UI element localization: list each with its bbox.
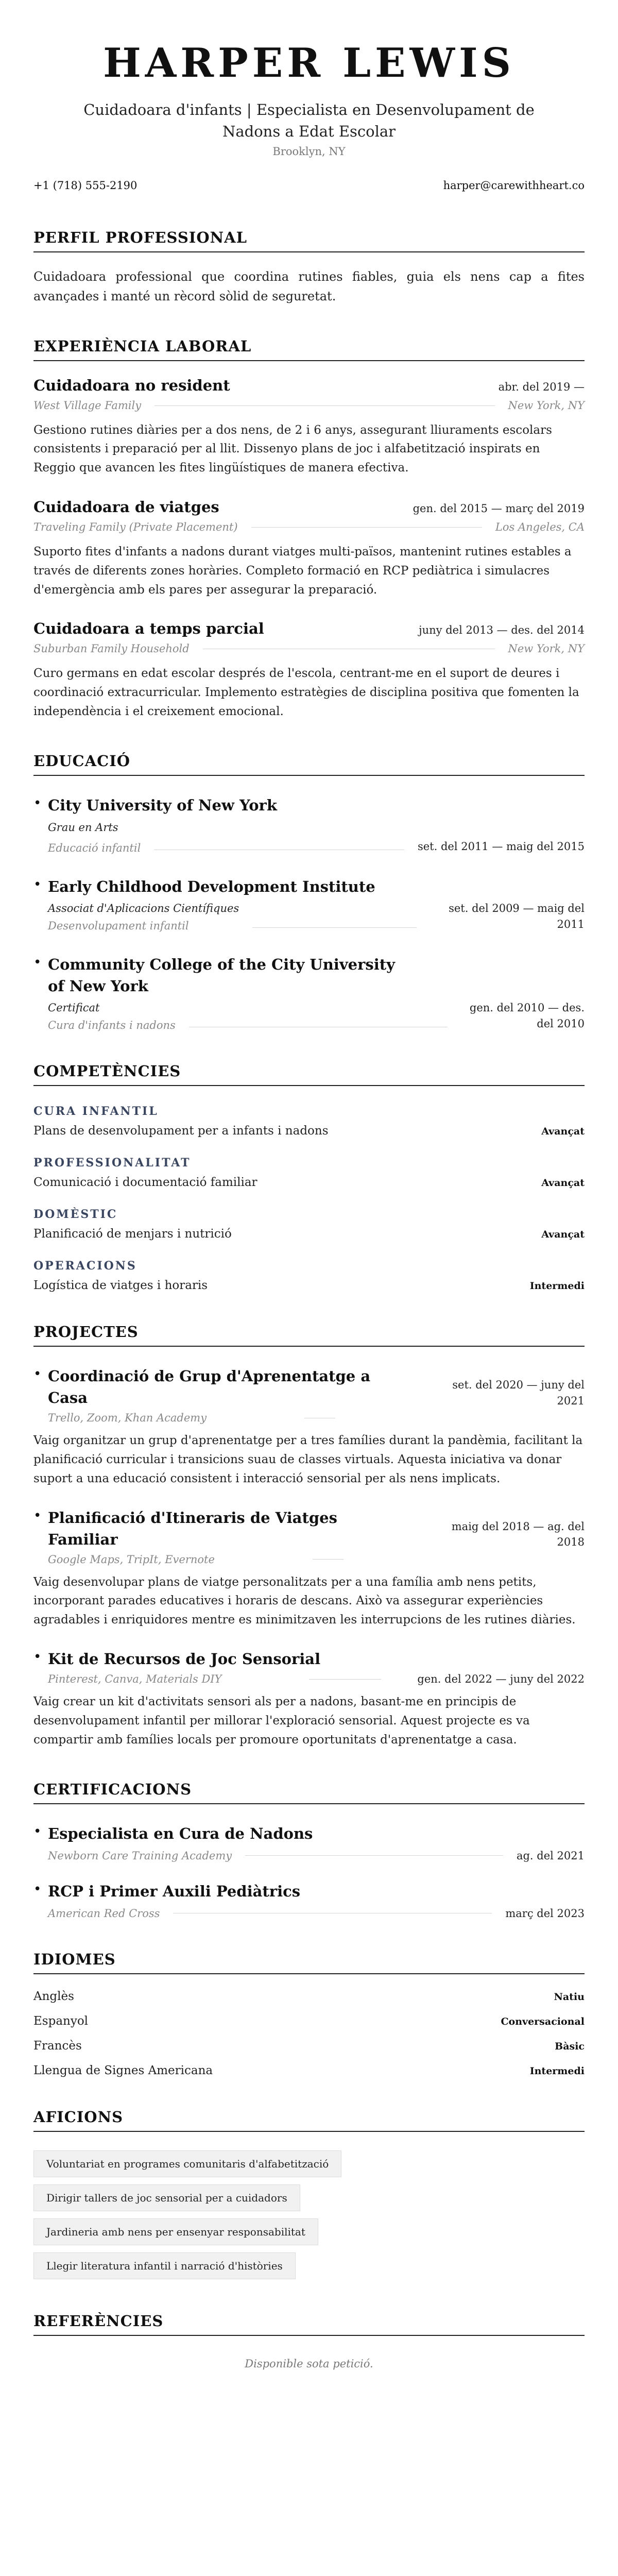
divider — [154, 405, 494, 406]
job-location: New York, NY — [508, 399, 585, 412]
certification-issuer: Newborn Care Training Academy — [48, 1849, 232, 1862]
project-dates: maig del 2018 — ag. del 2018 — [451, 1520, 585, 1549]
job-description: Gestiono rutines diàries per a dos nens, de 2 i 6 anys, assegurant lliuraments escolars consistents i preparació per al llit. Dissenyo plans de joc i alfabetització inspirats en Reggio que avancen les fites lingüístiques de manera efectiva. — [33, 423, 552, 475]
section-title-projects: PROJECTES — [33, 1323, 585, 1347]
location: Brooklyn, NY — [272, 145, 346, 158]
divider — [313, 1559, 344, 1560]
language-name: Espanyol — [33, 2014, 89, 2028]
hobby-tag: Llegir literatura infantil i narració d'històries — [33, 2252, 296, 2279]
certification-date: ag. del 2021 — [516, 1849, 585, 1862]
project-tools: Pinterest, Canva, Materials DIY — [48, 1673, 222, 1686]
institution: • Community College of the City University of New York — [48, 956, 395, 995]
resume-page — [33, 0, 585, 2370]
contact-row — [33, 179, 585, 192]
skill-category: PROFESSIONALITAT — [33, 1156, 191, 1170]
project-tools: Trello, Zoom, Khan Academy — [48, 1412, 207, 1425]
section-title-hobbies: AFICIONS — [33, 2108, 585, 2132]
certification-entry — [33, 1880, 585, 1920]
language-level: Bàsic — [555, 2040, 585, 2052]
job-description: Curo germans en edat escolar després de l'escola, centrant-me en el suport de deures i coordinació extracurricular. Implemento estratègies de disciplina positiva que fomenten la independència i el creixement emocional. — [33, 667, 579, 718]
project-entry — [33, 1507, 585, 1630]
education-entry — [33, 876, 585, 932]
certification-name: • Especialista en Cura de Nadons — [48, 1824, 313, 1842]
job-entry — [33, 620, 585, 721]
job-company: West Village Family — [33, 399, 142, 412]
skill-row — [33, 1227, 585, 1241]
section-title-skills: COMPETÈNCIES — [33, 1062, 585, 1086]
hobbies-section — [33, 2108, 585, 2279]
job-location: New York, NY — [508, 642, 585, 655]
skill-name: Comunicació i documentació familiar — [33, 1176, 258, 1190]
field-of-study: Cura d'infants i nadons — [48, 1019, 176, 1032]
divider — [251, 527, 482, 528]
education-dates: set. del 2011 — maig del 2015 — [417, 840, 585, 853]
certifications-section — [33, 1781, 585, 1920]
skills-section — [33, 1062, 585, 1292]
job-company: Suburban Family Household — [33, 642, 190, 655]
education-dates: gen. del 2010 — des. del 2010 — [469, 1002, 585, 1030]
project-name: • Planificació d'Itineraris de Viatges Familiar — [48, 1509, 337, 1548]
hobby-tag: Jardineria amb nens per ensenyar responsabilitat — [33, 2218, 318, 2245]
divider — [245, 1855, 503, 1856]
project-description: Vaig crear un kit d'activitats sensori als per a nadons, basant-me en principis de desenvolupament infantil per millorar l'exploració sensorial. Aquest projecte es va compartir amb famílies locals per promoure oportunitats d'aprenentatge a casa. — [33, 1695, 530, 1747]
references-text: Disponible sota petició. — [245, 2357, 373, 2370]
skill-category: OPERACIONS — [33, 1259, 137, 1273]
skill-row — [33, 1124, 585, 1138]
divider — [203, 648, 495, 649]
language-level: Natiu — [554, 1991, 585, 2003]
skill-name: Logística de viatges i horaris — [33, 1279, 208, 1293]
language-row — [33, 1990, 585, 2003]
section-title-languages: IDIOMES — [33, 1951, 585, 1974]
language-name: Francès — [33, 2039, 82, 2053]
job-dates: abr. del 2019 — — [498, 380, 585, 393]
job-description: Suporto fites d'infants a nadons durant viatges multi-països, mantenint rutines estables a través de diferents zones horàries. Completo formació en RCP pediàtrica i simulacres d'emergència amb els pares per assegurar la preparació. — [33, 545, 572, 597]
project-name: • Kit de Recursos de Joc Sensorial — [48, 1650, 321, 1668]
project-description: Vaig organitzar un grup d'aprenentatge per a tres famílies durant la pandèmia, facilitant la planificació curricular i transicions suau de classes virtuals. Aquesta iniciativa va donar suport a una educació consistent i interacció sensorial per als nens implicats. — [33, 1434, 583, 1485]
skill-category: CURA INFANTIL — [33, 1105, 159, 1118]
section-title-references: REFERÈNCIES — [33, 2312, 585, 2336]
languages-section — [33, 1951, 585, 2077]
skill-level: Avançat — [541, 1126, 585, 1138]
job-dates: juny del 2013 — des. del 2014 — [419, 624, 585, 637]
certification-entry — [33, 1823, 585, 1862]
skill-level: Intermedi — [529, 1280, 585, 1292]
language-name: Llengua de Signes Americana — [33, 2063, 213, 2077]
skill-name: Planificació de menjars i nutrició — [33, 1227, 232, 1241]
projects-section — [33, 1323, 585, 1749]
references-section — [33, 2312, 585, 2370]
skill-row — [33, 1176, 585, 1189]
project-name: • Coordinació de Grup d'Aprenentatge a Casa — [48, 1367, 371, 1407]
education-entry — [33, 954, 585, 1031]
hobby-tag: Dirigir tallers de joc sensorial per a cuidadors — [33, 2184, 300, 2211]
candidate-name: HARPER LEWIS — [103, 40, 515, 87]
skill-row — [33, 1279, 585, 1292]
education-dates: set. del 2009 — maig del 2011 — [449, 902, 585, 930]
certification-date: març del 2023 — [505, 1907, 585, 1920]
divider — [309, 1679, 381, 1680]
skill-level: Avançat — [541, 1177, 585, 1189]
job-title: Cuidadoara de viatges — [33, 498, 219, 516]
project-dates: set. del 2020 — juny del 2021 — [452, 1379, 585, 1407]
project-description: Vaig desenvolupar plans de viatge personalitzats per a una família amb nens petits, incorporant parades educatives i horaris de descans. Això va assegurar experiències agradables i enriquidores mentre es minimitzaven les interrupcions de les rutines diàries. — [33, 1575, 576, 1627]
job-company: Traveling Family (Private Placement) — [33, 520, 238, 533]
phone: +1 (718) 555-2190 — [33, 179, 138, 192]
language-row — [33, 2014, 585, 2028]
field-of-study: Educació infantil — [48, 842, 141, 855]
certification-issuer: American Red Cross — [48, 1907, 160, 1920]
hobby-tags — [33, 2143, 585, 2279]
project-tools: Google Maps, TripIt, Evernote — [48, 1553, 215, 1566]
job-location: Los Angeles, CA — [495, 520, 585, 533]
language-level: Conversacional — [501, 2015, 585, 2027]
job-entry — [33, 498, 585, 599]
hobby-tag: Voluntariat en programes comunitaris d'alfabetització — [33, 2150, 341, 2177]
summary-section — [33, 229, 585, 307]
headline: Cuidadoara d'infants | Especialista en Desenvolupament de Nadons a Edat Escolar — [83, 100, 535, 140]
job-entry — [33, 377, 585, 478]
divider — [252, 927, 417, 928]
language-name: Anglès — [33, 1989, 74, 2003]
institution: • Early Childhood Development Institute — [48, 878, 375, 896]
language-level: Intermedi — [529, 2065, 585, 2077]
project-dates: gen. del 2022 — juny del 2022 — [417, 1673, 585, 1686]
field-of-study: Desenvolupament infantil — [48, 920, 189, 933]
section-title-education: EDUCACIÓ — [33, 752, 585, 776]
job-title: Cuidadoara a temps parcial — [33, 620, 264, 638]
section-title-summary: PERFIL PROFESSIONAL — [33, 229, 585, 252]
skill-level: Avançat — [541, 1229, 585, 1241]
section-title-certifications: CERTIFICACIONS — [33, 1781, 585, 1804]
skill-category: DOMÈSTIC — [33, 1208, 118, 1222]
certification-name: • RCP i Primer Auxili Pediàtrics — [48, 1882, 301, 1900]
skill-name: Plans de desenvolupament per a infants i nadons — [33, 1124, 329, 1138]
summary-text: Cuidadoara professional que coordina rutines fiables, guia els nens cap a fites avançades i manté un rècord sòlid de seguretat. — [33, 269, 585, 304]
degree: Associat d'Aplicacions Científiques — [48, 902, 239, 915]
project-entry — [33, 1648, 585, 1749]
education-section — [33, 752, 585, 1031]
degree: Certificat — [48, 1002, 100, 1014]
job-dates: gen. del 2015 — març del 2019 — [413, 502, 585, 515]
education-entry — [33, 794, 585, 854]
degree: Grau en Arts — [48, 821, 118, 834]
experience-section — [33, 337, 585, 721]
email[interactable]: harper@carewithheart.co — [443, 179, 585, 192]
language-row — [33, 2039, 585, 2053]
project-entry — [33, 1365, 585, 1488]
institution: • City University of New York — [48, 796, 277, 814]
job-title: Cuidadoara no resident — [33, 376, 230, 394]
language-row — [33, 2064, 585, 2077]
section-title-experience: EXPERIÈNCIA LABORAL — [33, 337, 585, 361]
